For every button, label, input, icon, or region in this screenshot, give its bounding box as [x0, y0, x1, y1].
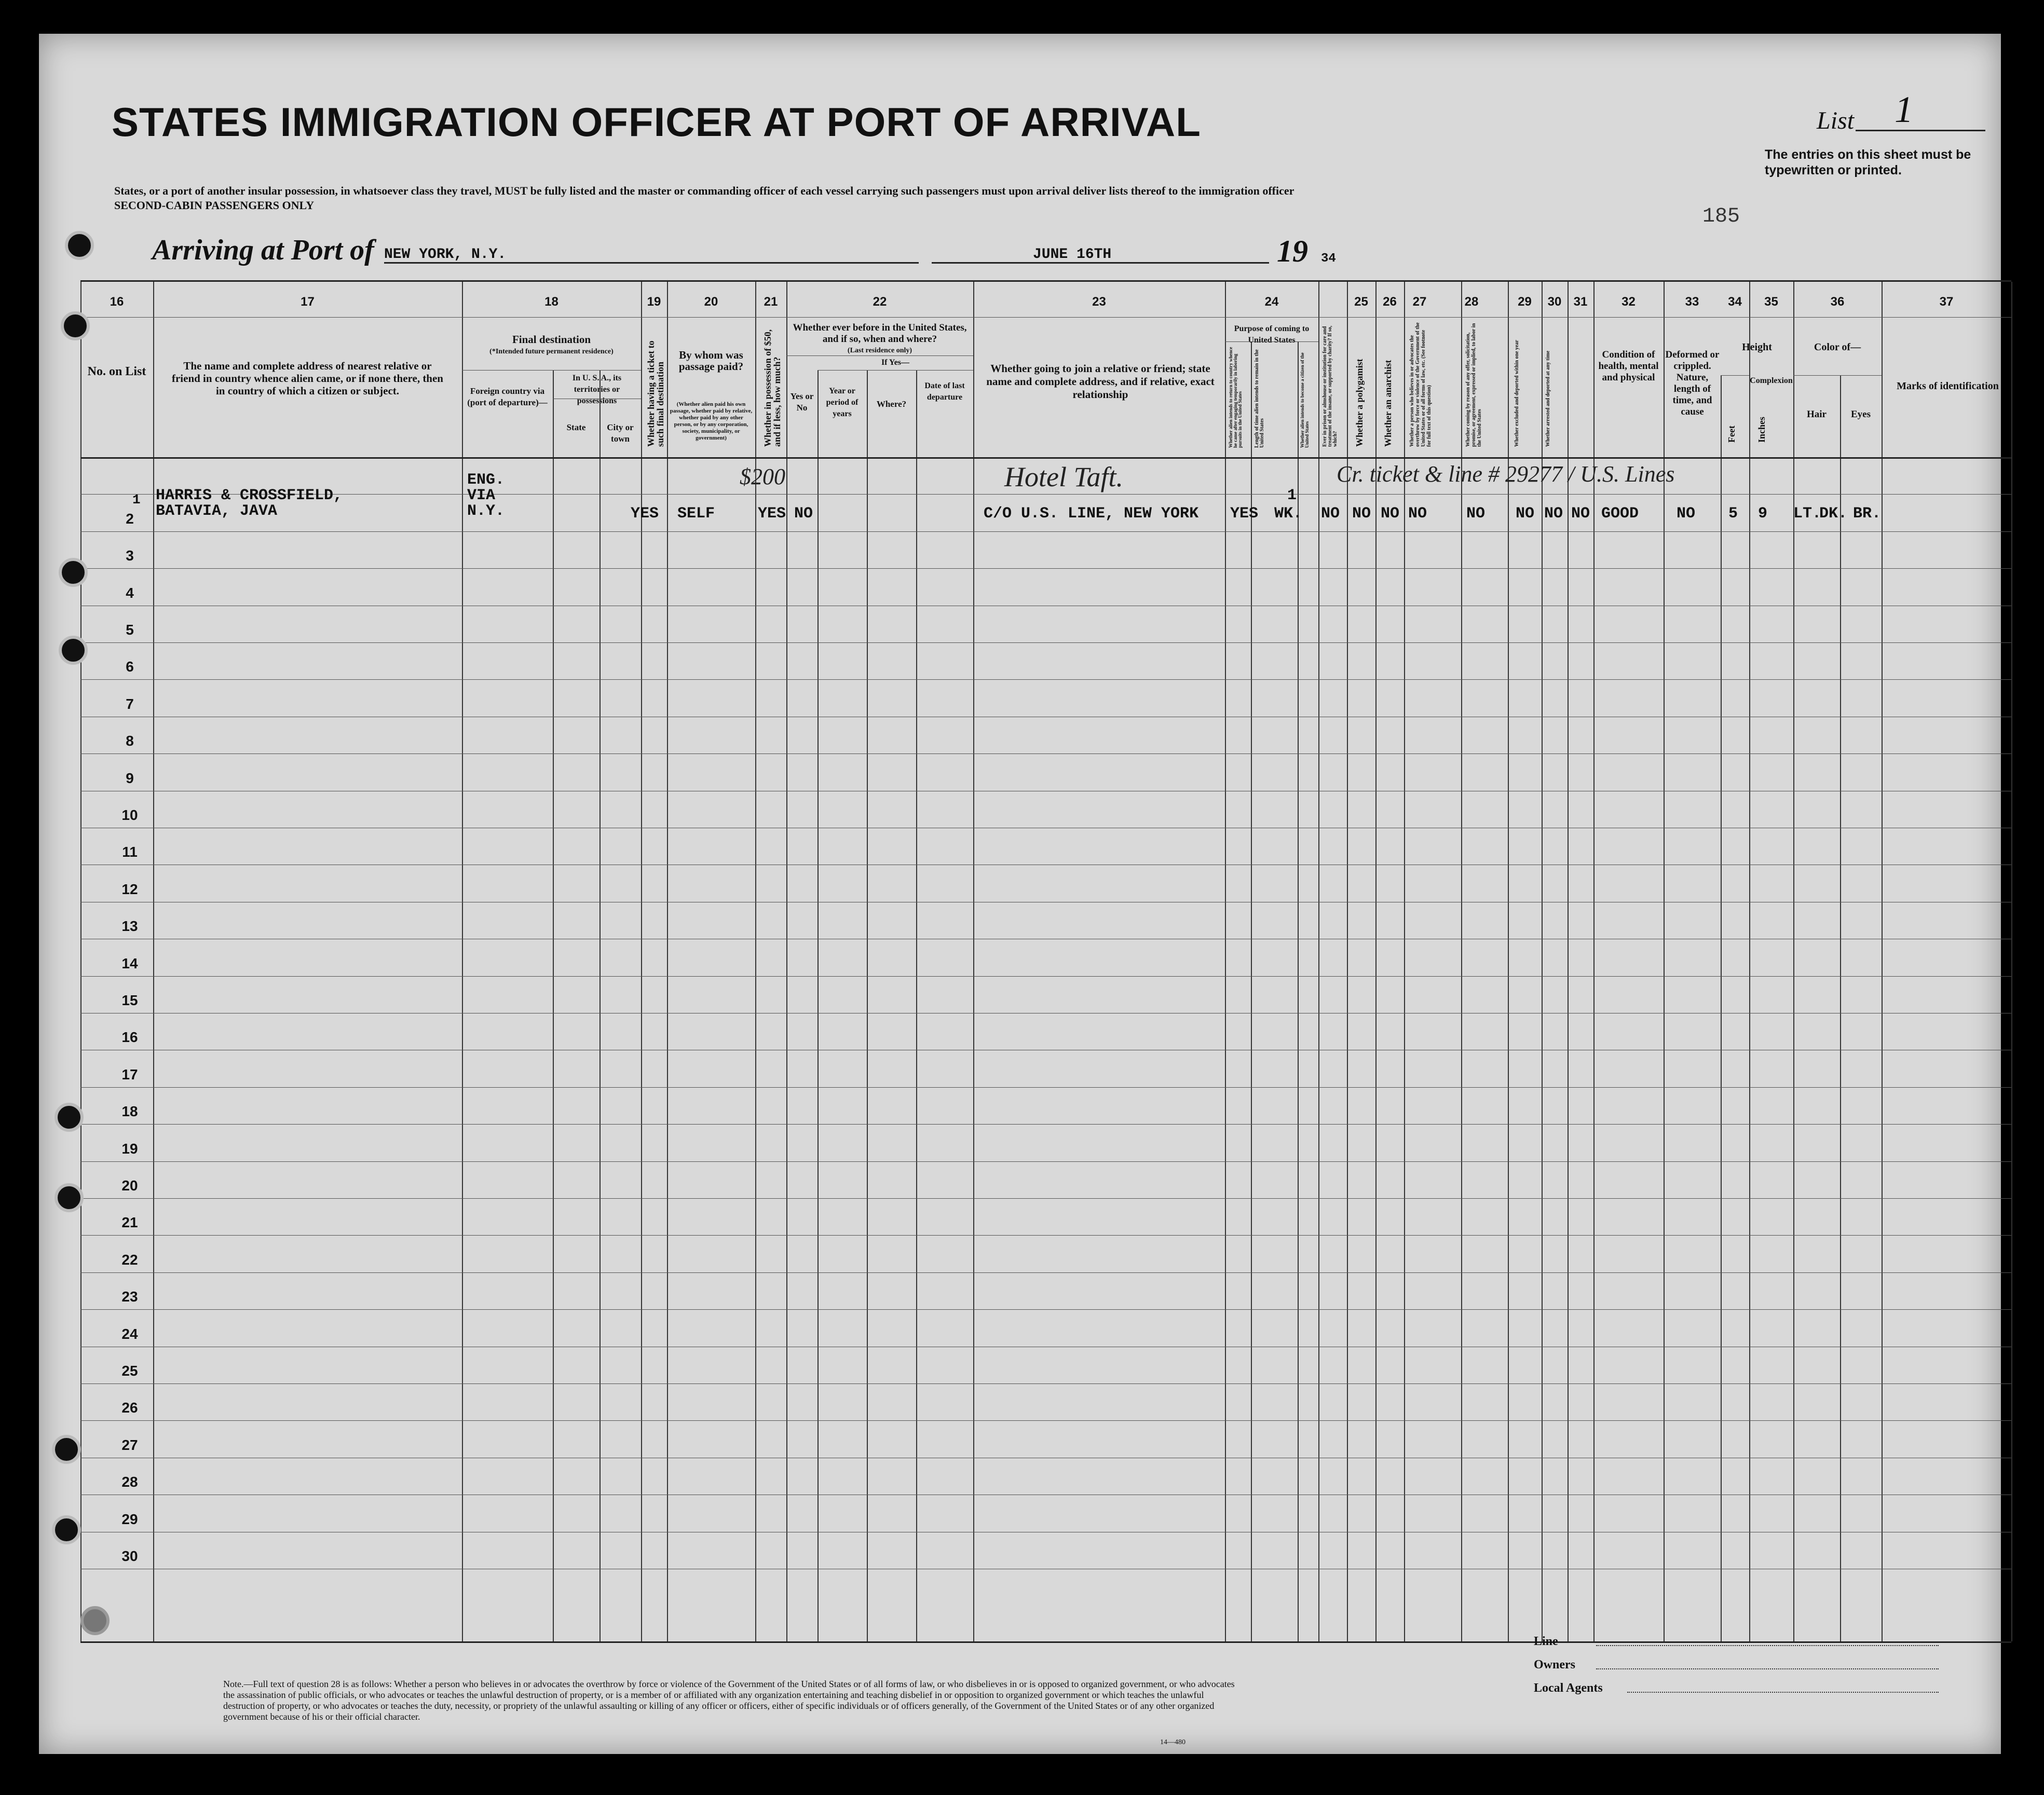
head-yes-no: Yes or No	[790, 391, 814, 413]
head-purpose-citizen: Whether alien intends to become a citizen of the United States	[1300, 352, 1310, 448]
entry-inches: 9	[1758, 505, 1768, 523]
entry-before-in-us: NO	[794, 505, 813, 523]
row-rule	[80, 1383, 2011, 1384]
page-stamp-number: 185	[1702, 205, 1740, 228]
head-foreign-country: Foreign country via (port of departure)—	[467, 386, 548, 407]
head-if-yes: If Yes—	[881, 358, 910, 367]
row-number: 21	[121, 1214, 138, 1231]
entry-labor-offer: NO	[1516, 505, 1535, 523]
head-usa: In U. S. A., its territories or possessions	[572, 374, 622, 405]
entry-foreign-1: ENG.	[467, 471, 505, 489]
handwritten-hotel: Hotel Taft.	[1004, 461, 1124, 492]
row-rule	[80, 1272, 2011, 1273]
colnum-21: 21	[764, 295, 778, 309]
entry-length-number: 1	[1287, 487, 1297, 504]
row-number: 23	[121, 1289, 138, 1305]
entry-relative-line2: BATAVIA, JAVA	[156, 502, 278, 520]
punch-hole	[59, 558, 88, 587]
row-number: 13	[121, 918, 138, 935]
row-rule	[80, 1198, 2011, 1199]
punch-hole	[59, 636, 88, 665]
head-health: Condition of health, mental and physical	[1598, 349, 1659, 383]
entry-anarchist: NO	[1408, 505, 1427, 523]
punch-hole	[54, 1183, 84, 1212]
row-number: 7	[126, 695, 134, 712]
head-eyes: Eyes	[1851, 409, 1871, 420]
row-number: 25	[121, 1363, 138, 1379]
entry-purpose: YES	[1230, 505, 1259, 523]
colnum-37: 37	[1939, 295, 1954, 309]
manifest-title: STATES IMMIGRATION OFFICER AT PORT OF ARRIVAL	[112, 99, 1201, 145]
row-number: 12	[121, 881, 138, 897]
row-number: 19	[121, 1140, 138, 1157]
head-height: Height	[1742, 341, 1772, 353]
entry-feet: 5	[1728, 505, 1738, 523]
row-number: 30	[121, 1548, 138, 1564]
entries-note: The entries on this sheet must be typewritten or printed.	[1765, 147, 1971, 177]
row-number: 28	[121, 1474, 138, 1490]
manifest-table	[80, 280, 2011, 1643]
head-complexion: Complexion	[1750, 376, 1793, 385]
colnum-23: 23	[1092, 295, 1106, 309]
head-ticket: Whether having a ticket to such final destination	[646, 340, 665, 447]
head-hair: Hair	[1807, 409, 1827, 420]
list-underline	[1856, 130, 1985, 131]
entry-deformed: NO	[1677, 505, 1696, 523]
head-final-destination-sub: (*Intended future permanent residence)	[489, 348, 614, 355]
entry-hair: DK.	[1819, 505, 1848, 523]
line-field	[1596, 1645, 1939, 1646]
row-number: 17	[121, 1066, 138, 1083]
row-rule	[80, 753, 2011, 754]
row-number: 18	[121, 1103, 138, 1120]
row-number: 10	[121, 807, 138, 823]
year-prefix: 19	[1277, 234, 1308, 268]
head-where: Where?	[876, 399, 907, 409]
head-marks: Marks of identification	[1897, 380, 1999, 392]
row-number: 4	[126, 584, 134, 601]
row-rule	[80, 1309, 2011, 1310]
head-inches: Inches	[1756, 416, 1767, 443]
head-overthrow: Whether a person who believes in or advocates the overthrow by force or violence of the Government of the United States or of all forms of law, etc. (See footnote for full text of this question)	[1409, 322, 1432, 447]
row-number: 29	[121, 1511, 138, 1527]
colnum-24: 24	[1264, 295, 1279, 309]
colnum-27: 27	[1412, 295, 1427, 309]
entry-eyes: BR.	[1853, 505, 1882, 523]
colnum-28: 28	[1464, 295, 1479, 309]
colnum-20: 20	[704, 295, 718, 309]
row-number: 8	[126, 733, 134, 749]
head-purpose-length: Length of time alien intends to remain in the United States	[1254, 349, 1265, 448]
head-nearest-relative: The name and complete address of nearest relative or friend in country whence alien came, or if none there, then in country of which a citizen or subject.	[171, 360, 443, 397]
head-money: Whether in possession of $50, and if less, how much?	[762, 329, 782, 447]
colnum-31: 31	[1573, 295, 1588, 309]
entry-overthrow: NO	[1466, 505, 1486, 523]
row-number: 5	[126, 622, 134, 638]
head-passage-paid-sub: (Whether alien paid his own passage, whether paid by relative, whether paid by any other person, or by any corporation, society, municipality, or government)	[670, 401, 753, 441]
entry-length: WK.	[1274, 505, 1303, 523]
head-deformed: Deformed or crippled. Nature, length of time, and cause	[1665, 349, 1720, 417]
head-prison: Ever in prison or almshouse or institution for care and treatment of the insane, or supported by charity? If so, which?	[1322, 325, 1338, 447]
punch-hole	[52, 1435, 81, 1464]
row-rule	[80, 1087, 2011, 1088]
list-number: 1	[1895, 89, 1913, 130]
arriving-label: Arriving at Port of	[152, 234, 374, 266]
row-number: 16	[121, 1029, 138, 1046]
head-last-departure: Date of last departure	[924, 381, 965, 402]
row-number: 3	[126, 547, 134, 564]
head-anarchist: Whether an anarchist	[1383, 360, 1393, 447]
row-rule	[80, 679, 2011, 680]
colnum-17: 17	[301, 295, 315, 309]
head-passage-paid: By whom was passage paid?	[678, 349, 744, 373]
head-final-destination: Final destination	[512, 333, 591, 346]
head-before-in-us: Whether ever before in the United States, and if so, when and where?	[793, 322, 967, 345]
entry-polygamist: NO	[1381, 505, 1400, 523]
punch-hole	[52, 1515, 81, 1544]
manifest-sheet	[39, 34, 2001, 1754]
manifest-instructions: States, or a port of another insular possession, in whatsoever class they travel, MUST be fully listed and the master or commanding officer of each vessel carrying such passengers must upon arrival deliver lists thereof to the immigration officer	[114, 184, 1294, 197]
entry-money: YES	[758, 505, 786, 523]
head-state: State	[566, 422, 586, 432]
colnum-16: 16	[110, 295, 124, 309]
colnum-36: 36	[1830, 295, 1845, 309]
row-number: 9	[126, 770, 134, 786]
entry-relative-line1: HARRIS & CROSSFIELD,	[156, 487, 343, 504]
colnum-35: 35	[1764, 295, 1778, 309]
entry-excluded: NO	[1544, 505, 1563, 523]
row-number: 20	[121, 1177, 138, 1194]
row-number: 11	[122, 844, 138, 860]
colnum-18: 18	[544, 295, 558, 309]
entry-ticket: YES	[631, 505, 659, 523]
head-years: Year or period of years	[826, 387, 859, 418]
year-suffix: 34	[1321, 252, 1336, 266]
head-city: City or town	[607, 422, 634, 444]
row-rule	[80, 568, 2011, 569]
entry-foreign-2: VIA	[467, 487, 496, 504]
row-rule	[80, 1161, 2011, 1162]
row-number: 22	[121, 1251, 138, 1268]
punch-hole	[54, 1103, 84, 1132]
row-number: 24	[121, 1325, 138, 1342]
head-arrested: Whether arrested and deported at any time	[1545, 350, 1551, 447]
list-label: List	[1817, 107, 1855, 134]
local-agents-field	[1627, 1692, 1939, 1693]
head-purpose: Purpose of coming to United States	[1234, 324, 1310, 345]
entry-complexion: LT.	[1793, 505, 1822, 523]
row-rule	[80, 976, 2011, 977]
owners-field	[1596, 1668, 1939, 1669]
punch-hole	[65, 231, 94, 260]
local-agents-label: Local Agents	[1534, 1681, 1603, 1695]
row-rule	[80, 531, 2011, 532]
date-value: JUNE 16TH	[1033, 246, 1112, 263]
handwritten-ticket-note: Cr. ticket & line # 29277 / U.S. Lines	[1337, 461, 1675, 487]
row-number: 2	[126, 510, 134, 527]
owners-label: Owners	[1534, 1658, 1575, 1671]
head-polygamist: Whether a polygamist	[1354, 359, 1365, 447]
footnote-question-28: Note.—Full text of question 28 is as follows: Whether a person who believes in or advocates the overthrow by force or violence of the Government of the United States or of all forms of law, or who disbelieves in or is opposed to organized government, or who advocates the assassination of public officials, or who advocates or teaches the unlawful destruction of property, or is a member of or affiliated with any organization entertaining and teaching disbelief in or opposition to organized government or which teaches the unlawful destruction of property, or who advocates or teaches the duty, necessity, or propriety of the unlawful assaulting or killing of any officer or officers, either of specific individuals or of officers generally, of the Government of the United States or of any other organized government because of his or their official character.	[223, 1679, 1235, 1722]
row-number: 27	[121, 1436, 138, 1453]
colnum-33: 33	[1685, 295, 1699, 309]
colnum-34: 34	[1728, 295, 1742, 309]
colnum-25: 25	[1354, 295, 1368, 309]
handwritten-money-amount: $200	[740, 464, 785, 489]
head-joining-relative: Whether going to join a relative or friend; state name and complete address, and if relative, exact relationship	[986, 362, 1215, 401]
head-feet: Feet	[1726, 426, 1737, 443]
row-1-number: 1	[132, 492, 141, 508]
row-rule	[80, 1124, 2011, 1125]
row-number: 6	[126, 659, 134, 675]
colnum-22: 22	[873, 295, 887, 309]
colnum-19: 19	[647, 295, 661, 309]
head-color-of: Color of—	[1814, 341, 1861, 353]
cabin-class-label: SECOND-CABIN PASSENGERS ONLY	[114, 199, 315, 212]
colnum-30: 30	[1547, 295, 1562, 309]
punch-hole	[80, 1606, 110, 1635]
colnum-29: 29	[1518, 295, 1532, 309]
row-rule	[80, 642, 2011, 643]
form-number: 14—480	[1160, 1738, 1185, 1746]
entry-paid-by: SELF	[677, 505, 715, 523]
head-labor-offer: Whether coming by reason of any offer, solicitation, promise, or agreement, expressed or implied, to labor in the United States	[1465, 323, 1482, 447]
punch-hole	[61, 311, 90, 340]
head-purpose-return: Whether alien intends to return to country whence he came after engaging temporarily in laboring pursuits in the United States	[1228, 347, 1243, 448]
line-label: Line	[1534, 1635, 1558, 1648]
row-rule	[80, 1235, 2011, 1236]
entry-citizen: NO	[1321, 505, 1340, 523]
head-excluded: Whether excluded and deported within one year	[1514, 340, 1520, 447]
row-number: 26	[121, 1400, 138, 1416]
entry-arrested: NO	[1571, 505, 1590, 523]
entry-foreign-3: N.Y.	[467, 502, 505, 520]
head-no-on-list: No. on List	[87, 365, 146, 378]
row-rule	[80, 494, 2011, 495]
row-number: 14	[121, 955, 138, 971]
entry-health: GOOD	[1601, 505, 1639, 523]
port-value: NEW YORK, N.Y.	[384, 246, 507, 263]
row-number: 15	[121, 992, 138, 1008]
head-before-in-us-sub: (Last residence only)	[847, 347, 912, 354]
colnum-26: 26	[1383, 295, 1397, 309]
colnum-32: 32	[1621, 295, 1636, 309]
entry-prison: NO	[1352, 505, 1371, 523]
row-rule	[80, 1420, 2011, 1421]
entry-joining: C/O U.S. LINE, NEW YORK	[984, 505, 1199, 523]
